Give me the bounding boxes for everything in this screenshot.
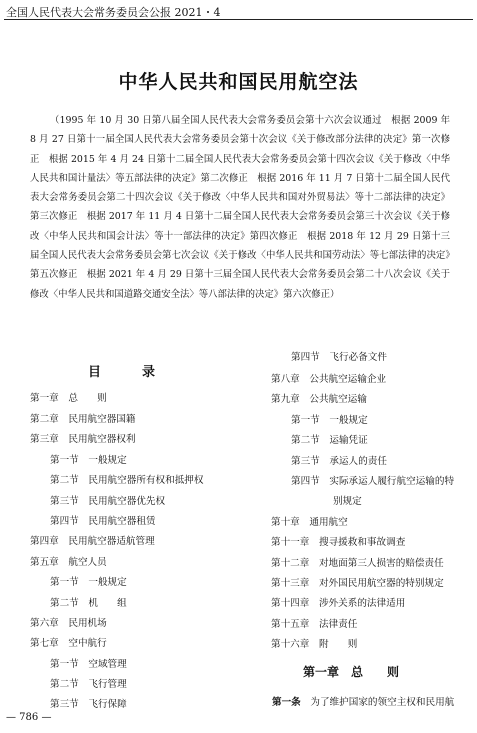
- article-one-label: 第一条: [272, 697, 301, 708]
- header-divider: [4, 19, 473, 20]
- article-one: [272, 694, 454, 708]
- toc-item: 第九章 公共航空运输: [271, 394, 367, 405]
- amendment-history: （1995 年 10 月 30 日第八届全国人民代表大会常务委员会第十六次会议通过 根据 2009 年 8 月 27 日第十一届全国人民代表大会常务委员会第十次会议《关于修改部分法律的决定》第一次修正 根据 2015 年 4 月 24 日第十二届全国人民代表大会常务委员会第十四次会议《关于修改〈中华人民共和国计量法〉等五部法律的决定》第二次修正 根据 2016 年 11 月 7 日第十二届全国人民代表大会常务委员会第二十四次会议《关于修改〈中华人民共和国对外贸易法〉等十二部法律的决定》第三次修正 根据 2017 年 11 月 4 日第十二届全国人民代表大会常务委员会第三十次会议《关于修改〈中华人民共和国会计法〉等十一部法律的决定》第四次修正 根据 2018 年 12 月 29 日第十三届全国人民代表大会常务委员会第七次会议《关于修改〈中华人民共和国劳动法〉等七部法律的决定》第五次修正 根据 2021 年 4 月 29 日第十三届全国人民代表大会常务委员会第二十八次会议《关于修改〈中华人民共和国道路交通安全法〉等八部法律的决定》第六次修正）: [30, 115, 450, 300]
- toc-item: 第六章 民用机场: [30, 618, 107, 629]
- toc-item: 第二节 飞行管理: [50, 679, 127, 690]
- toc-item: 第四章 民用航空器适航管理: [30, 536, 155, 547]
- toc-item: 第五章 航空人员: [30, 557, 107, 568]
- toc-item: 第三节 飞行保障: [50, 699, 127, 710]
- toc-item: 第一节 一般规定: [50, 577, 127, 588]
- toc-item: 第七章 空中航行: [30, 638, 107, 649]
- toc-item: 第十六章 附 则: [271, 639, 358, 650]
- page-number: — 786 —: [6, 712, 52, 723]
- toc-heading: 目 录: [88, 365, 170, 380]
- toc-item: 第八章 公共航空运输企业: [271, 374, 387, 385]
- toc-item: 第四节 实际承运人履行航空运输的特: [291, 476, 455, 487]
- toc-item: 第三节 承运人的责任: [291, 456, 387, 467]
- toc-item: 第一章 总 则: [30, 393, 107, 404]
- toc-item: 第一节 空域管理: [50, 659, 127, 670]
- chapter-one-heading: 第一章 总 则: [303, 665, 400, 679]
- toc-item: 第二章 民用航空器国籍: [30, 414, 136, 425]
- toc-item: 第一节 一般规定: [50, 455, 127, 466]
- toc-item: 第二节 民用航空器所有权和抵押权: [50, 475, 204, 486]
- toc-item: 第四节 民用航空器租赁: [50, 516, 156, 527]
- toc-item: 别规定: [333, 496, 362, 507]
- toc-item: 第二节 运输凭证: [291, 435, 368, 446]
- toc-item: 第十五章 法律责任: [271, 619, 358, 630]
- toc-item: 第十一章 搜寻援救和事故调查: [271, 537, 406, 548]
- toc-item: 第十三章 对外国民用航空器的特别规定: [271, 578, 444, 589]
- toc-item: 第二节 机 组: [50, 598, 127, 609]
- toc-item: 第一节 一般规定: [291, 415, 368, 426]
- article-one-text: 为了维护国家的领空主权和民用航: [310, 697, 455, 708]
- toc-item: 第四节 飞行必备文件: [291, 352, 387, 363]
- toc-item: 第十二章 对地面第三人损害的赔偿责任: [271, 558, 444, 569]
- toc-item: 第三节 民用航空器优先权: [50, 496, 166, 507]
- law-title: 中华人民共和国民用航空法: [118, 71, 359, 93]
- toc-item: 第三章 民用航空器权利: [30, 434, 136, 445]
- toc-item: 第十四章 涉外关系的法律适用: [271, 598, 406, 609]
- page-header: 全国人民代表大会常务委员会公报 2021・4: [6, 6, 221, 19]
- toc-item: 第十章 通用航空: [271, 517, 348, 528]
